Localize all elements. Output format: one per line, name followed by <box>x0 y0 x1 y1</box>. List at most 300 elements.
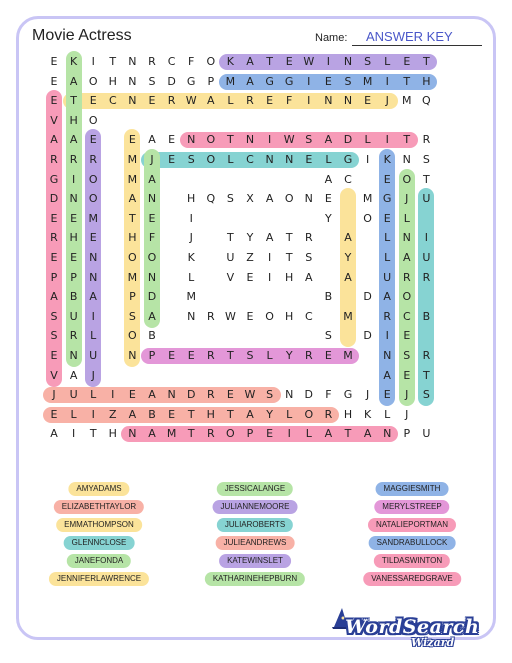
grid-letter: T <box>403 133 411 147</box>
grid-letter: C <box>344 172 352 186</box>
grid-letter: L <box>384 55 391 68</box>
grid-letter: H <box>206 407 215 421</box>
grid-letter: K <box>226 55 234 68</box>
grid-letter: P <box>129 290 136 304</box>
grid-letter: A <box>50 133 58 147</box>
grid-letter: T <box>109 55 117 68</box>
grid-letter: O <box>304 407 314 421</box>
grid-letter: O <box>402 290 412 304</box>
grid-letter: O <box>88 192 98 206</box>
grid-letter: I <box>71 427 76 441</box>
grid-letter: N <box>69 349 78 362</box>
grid-letter: T <box>403 74 411 88</box>
grid-letter: G <box>265 74 274 88</box>
grid-letter: E <box>89 231 97 245</box>
grid-letter: O <box>128 329 137 343</box>
grid-letter: U <box>422 251 431 264</box>
grid-letter: T <box>187 427 195 441</box>
grid-letter: E <box>50 211 58 225</box>
grid-letter: S <box>305 251 313 264</box>
grid-letter: U <box>69 309 78 323</box>
word-list-item: NATALIEPORTMAN <box>368 518 456 532</box>
grid-letter: E <box>305 153 313 166</box>
grid-letter: O <box>206 55 216 68</box>
grid-letter: L <box>70 407 77 421</box>
word-list-item: GLENNCLOSE <box>64 536 135 550</box>
grid-letter: A <box>246 55 254 68</box>
grid-letter: A <box>69 74 78 88</box>
grid-letter: E <box>128 133 136 147</box>
grid-letter: R <box>69 153 78 166</box>
grid-letter: E <box>50 94 58 108</box>
grid-letter: O <box>206 133 216 147</box>
grid-letter: K <box>383 153 391 166</box>
grid-letter: C <box>402 309 411 323</box>
grid-letter: L <box>227 153 234 166</box>
grid-letter: B <box>324 290 333 304</box>
grid-letter: I <box>385 133 389 147</box>
grid-letter: E <box>168 349 176 362</box>
logo-text: WordSearch <box>345 616 480 638</box>
grid-letter: S <box>403 349 411 362</box>
grid-letter: I <box>424 231 429 245</box>
word-list-item: JULIEANDREWS <box>216 536 295 550</box>
grid-letter: F <box>188 55 195 68</box>
grid-letter: I <box>385 329 389 343</box>
grid-letter: J <box>365 388 370 402</box>
grid-letter: P <box>207 74 215 88</box>
grid-letter: A <box>128 407 137 421</box>
grid-letter: L <box>364 133 371 147</box>
grid-letter: A <box>148 309 156 323</box>
grid-letter: N <box>343 94 353 108</box>
grid-letter: O <box>265 309 274 323</box>
grid-letter: K <box>187 251 195 264</box>
grid-letter: N <box>187 133 196 147</box>
grid-letter: C <box>304 309 313 323</box>
grid-letter: A <box>148 172 156 186</box>
grid-letter: A <box>344 270 352 284</box>
grid-letter: Y <box>285 349 293 362</box>
grid-letter: H <box>69 231 78 245</box>
word-list-item: KATHARINEHEPBURN <box>205 572 305 586</box>
grid-letter: E <box>50 74 58 88</box>
grid-letter: A <box>148 427 156 441</box>
logo-subtext: Wizard <box>411 636 455 649</box>
grid-letter: A <box>383 290 391 304</box>
grid-letter: A <box>265 192 274 206</box>
grid-letter: N <box>147 192 157 206</box>
grid-letter: N <box>128 55 137 68</box>
grid-letter: P <box>403 427 411 441</box>
grid-letter: X <box>246 192 254 206</box>
grid-letter: M <box>127 270 138 284</box>
word-list-item: MERYLSTREEP <box>374 500 449 514</box>
grid-letter: D <box>147 290 157 304</box>
grid-letter: J <box>405 407 409 421</box>
grid-letter: E <box>266 427 274 441</box>
grid-letter: E <box>168 153 176 166</box>
grid-letter: E <box>226 388 234 402</box>
grid-letter: Y <box>266 407 273 421</box>
grid-letter: G <box>284 74 294 88</box>
grid-letter: R <box>246 94 254 108</box>
grid-letter: T <box>423 368 430 382</box>
wordsearch-wizard-logo <box>333 612 480 652</box>
grid-letter: S <box>50 329 58 343</box>
grid-letter: A <box>265 231 274 245</box>
grid-letter: N <box>89 251 98 264</box>
grid-letter: P <box>70 270 77 284</box>
grid-letter: N <box>245 133 255 147</box>
grid-letter: L <box>188 270 195 284</box>
grid-letter: K <box>363 407 372 421</box>
grid-letter: I <box>189 211 193 225</box>
grid-letter: D <box>49 192 59 206</box>
grid-letter: S <box>422 388 430 402</box>
grid-letter: E <box>403 368 411 382</box>
grid-letter: E <box>246 309 254 323</box>
grid-letter: U <box>422 192 431 206</box>
word-list-item: AMYADAMS <box>68 482 129 496</box>
grid-letter: S <box>50 309 58 323</box>
grid-letter: A <box>403 251 411 264</box>
grid-letter: N <box>383 427 392 441</box>
grid-letter: R <box>148 55 156 68</box>
grid-letter: L <box>305 427 312 441</box>
grid-letter: E <box>324 74 332 88</box>
grid-letter: Y <box>325 211 332 225</box>
grid-letter: S <box>148 74 156 88</box>
grid-letter: N <box>128 349 137 362</box>
grid-letter: J <box>52 388 56 402</box>
grid-letter: S <box>344 74 352 88</box>
grid-letter: A <box>363 427 372 441</box>
grid-letter: W <box>303 55 315 68</box>
grid-letter: N <box>265 153 274 166</box>
grid-letter: C <box>246 153 254 166</box>
word-list-item: KATEWINSLET <box>219 554 291 568</box>
grid-letter: N <box>128 74 137 88</box>
grid-letter: H <box>187 192 196 206</box>
grid-letter: P <box>148 349 156 362</box>
grid-letter: J <box>150 153 154 166</box>
grid-letter: U <box>422 427 431 441</box>
grid-letter: Q <box>422 94 431 108</box>
grid-letter: W <box>185 94 197 108</box>
grid-letter: Q <box>206 192 216 206</box>
grid-letter: H <box>422 74 431 88</box>
grid-letter: V <box>226 270 235 284</box>
grid-letter: R <box>304 349 313 362</box>
grid-letter: D <box>167 74 176 88</box>
grid-letter: I <box>91 55 95 68</box>
grid-letter: E <box>70 211 78 225</box>
grid-letter: W <box>224 309 236 323</box>
grid-letter: E <box>383 172 391 186</box>
grid-letter: T <box>227 349 234 362</box>
grid-letter: N <box>304 192 313 206</box>
word-list-item: ELIZABETHTAYLOR <box>54 500 144 514</box>
grid-letter: R <box>324 407 333 421</box>
grid-letter: E <box>266 94 274 108</box>
grid-letter: I <box>267 133 272 147</box>
grid-letter: E <box>187 349 195 362</box>
grid-letter: N <box>285 388 294 402</box>
grid-letter: A <box>148 388 156 402</box>
grid-letter: A <box>69 368 78 382</box>
word-list-item: MAGGIESMITH <box>376 482 449 496</box>
grid-letter: C <box>167 55 176 68</box>
grid-letter: S <box>266 388 274 402</box>
grid-letter: O <box>284 192 294 206</box>
grid-letter: D <box>343 133 353 147</box>
grid-letter: O <box>88 74 98 88</box>
grid-letter: J <box>385 94 389 108</box>
grid-letter: E <box>89 94 97 108</box>
grid-letter: G <box>186 74 196 88</box>
grid-letter: I <box>71 172 76 186</box>
grid-letter: G <box>343 388 353 402</box>
grid-letter: P <box>246 427 254 441</box>
grid-letter: U <box>226 251 235 264</box>
grid-letter: R <box>304 231 313 245</box>
grid-letter: B <box>69 290 78 304</box>
grid-letter: N <box>128 427 137 441</box>
grid-letter: O <box>402 172 412 186</box>
grid-letter: J <box>405 192 409 206</box>
grid-letter: L <box>325 153 332 166</box>
grid-letter: I <box>326 55 331 68</box>
grid-letter: M <box>166 427 177 441</box>
grid-letter: M <box>127 153 138 166</box>
grid-letter: N <box>402 231 411 245</box>
grid-letter: A <box>246 74 254 88</box>
grid-letter: H <box>69 113 78 127</box>
grid-letter: O <box>206 153 216 166</box>
word-list-item: VANESSAREDGRAVE <box>363 572 461 586</box>
grid-letter: N <box>324 94 333 108</box>
grid-letter: F <box>148 231 156 245</box>
grid-letter: V <box>50 368 58 382</box>
grid-letter: S <box>187 153 195 166</box>
grid-letter: R <box>206 309 215 323</box>
grid-letter: O <box>226 427 235 441</box>
grid-letter: E <box>383 211 391 225</box>
grid-letter: E <box>364 94 372 108</box>
grid-letter: E <box>246 270 254 284</box>
grid-letter: O <box>128 251 137 264</box>
grid-letter: T <box>89 427 97 441</box>
grid-letter: W <box>244 388 256 402</box>
grid-letter: G <box>382 192 392 206</box>
grid-letter: A <box>246 407 254 421</box>
grid-letter: L <box>286 407 293 421</box>
grid-letter: A <box>207 94 215 108</box>
page-title: Movie Actress <box>32 27 132 44</box>
grid-letter: E <box>403 55 411 68</box>
grid-letter: R <box>383 309 392 323</box>
grid-letter: M <box>362 74 373 88</box>
grid-letter: C <box>108 94 117 108</box>
grid-letter: A <box>305 270 313 284</box>
grid-letter: M <box>127 172 138 186</box>
grid-letter: U <box>89 349 98 362</box>
grid-letter: Z <box>109 407 117 421</box>
grid-letter: D <box>186 388 196 402</box>
grid-letter: E <box>50 55 58 68</box>
grid-letter: T <box>227 231 234 245</box>
grid-letter: E <box>50 407 58 421</box>
grid-letter: N <box>167 388 176 402</box>
grid-letter: E <box>89 133 97 147</box>
grid-letter: S <box>246 349 254 362</box>
grid-letter: H <box>285 309 294 323</box>
grid-letter: O <box>88 172 98 186</box>
word-list-item: EMMATHOMPSON <box>56 518 142 532</box>
grid-letter: P <box>50 270 58 284</box>
word-list-item: JULIAROBERTS <box>217 518 293 532</box>
grid-letter: F <box>286 94 293 108</box>
word-list-item: JENNIFERLAWRENCE <box>49 572 149 586</box>
grid-letter: I <box>267 251 272 264</box>
grid-letter: N <box>383 349 392 362</box>
grid-letter: D <box>363 290 372 304</box>
grid-letter: U <box>383 270 392 284</box>
word-list-item: JANEFONDA <box>67 554 131 568</box>
grid-letter: S <box>305 133 313 147</box>
grid-letter: A <box>324 427 333 441</box>
grid-letter: R <box>69 329 78 343</box>
grid-letter: O <box>88 113 98 127</box>
grid-letter: A <box>50 427 58 441</box>
grid-letter: J <box>189 231 193 245</box>
grid-letter: M <box>88 211 98 225</box>
grid-letter: A <box>69 133 78 147</box>
grid-letter: L <box>384 407 391 421</box>
grid-letter: L <box>90 329 97 343</box>
grid-letter: E <box>285 55 293 68</box>
grid-letter: I <box>307 94 311 108</box>
grid-letter: S <box>324 329 332 343</box>
grid-letter: U <box>69 388 78 402</box>
grid-letter: H <box>108 74 117 88</box>
grid-letter: A <box>89 290 97 304</box>
grid-letter: N <box>128 94 137 108</box>
grid-letter: T <box>344 427 352 441</box>
grid-letter: T <box>423 55 430 68</box>
grid-letter: N <box>402 153 411 166</box>
grid-letter: E <box>50 349 58 362</box>
grid-letter: T <box>70 94 77 108</box>
grid-letter: I <box>385 74 389 88</box>
word-list-item: JULIANNEMOORE <box>213 500 298 514</box>
grid-letter: R <box>422 133 431 147</box>
grid-letter: R <box>422 349 431 362</box>
grid-letter: R <box>50 231 58 245</box>
grid-letter: M <box>402 94 412 108</box>
grid-letter: L <box>384 251 391 264</box>
grid-letter: G <box>49 172 59 186</box>
grid-letter: V <box>50 113 58 127</box>
grid-letter: E <box>148 94 156 108</box>
grid-letter: L <box>403 211 410 225</box>
grid-letter: R <box>50 153 58 166</box>
grid-letter: Y <box>344 251 352 264</box>
grid-letter: H <box>343 407 353 421</box>
grid-letter: L <box>384 231 391 245</box>
grid-letter: O <box>147 251 157 264</box>
grid-letter: S <box>422 153 430 166</box>
grid-letter: I <box>307 74 311 88</box>
grid-letter: L <box>266 349 273 362</box>
grid-letter: A <box>324 133 333 147</box>
grid-letter: R <box>206 427 215 441</box>
grid-letter: G <box>343 153 353 166</box>
grid-letter: N <box>187 309 196 323</box>
grid-letter: E <box>324 192 332 206</box>
grid-letter: M <box>186 290 196 304</box>
grid-letter: Y <box>246 231 254 245</box>
grid-letter: T <box>187 407 195 421</box>
grid-letter: N <box>285 153 294 166</box>
grid-letter: M <box>343 309 353 323</box>
grid-letter: A <box>148 133 156 147</box>
grid-letter: E <box>168 407 176 421</box>
grid-letter: R <box>422 270 431 284</box>
grid-letter: T <box>423 172 430 186</box>
grid-letter: A <box>50 290 58 304</box>
grid-letter: E <box>128 388 136 402</box>
grid-letter: W <box>283 133 295 147</box>
grid-letter: T <box>227 133 234 147</box>
grid-letter: M <box>225 74 236 88</box>
grid-letter: A <box>383 368 391 382</box>
grid-letter: E <box>403 329 411 343</box>
name-field[interactable]: ANSWER KEY <box>352 29 482 46</box>
grid-letter: E <box>50 251 58 264</box>
grid-letter: E <box>324 349 332 362</box>
grid-letter: R <box>402 270 411 284</box>
grid-letter: D <box>363 329 372 343</box>
grid-letter: I <box>267 270 272 284</box>
grid-letter: E <box>168 133 176 147</box>
grid-letter: M <box>362 192 373 206</box>
grid-letter: J <box>405 388 409 402</box>
name-label: Name: <box>315 32 348 44</box>
grid-letter: B <box>148 407 156 421</box>
grid-letter: N <box>69 192 78 206</box>
grid-letter: R <box>206 388 215 402</box>
grid-letter: I <box>365 153 370 166</box>
grid-letter: S <box>128 309 136 323</box>
grid-letter: F <box>325 388 332 402</box>
grid-letter: T <box>129 211 136 225</box>
grid-letter: A <box>344 231 352 245</box>
grid-letter: K <box>69 55 78 68</box>
grid-letter: T <box>285 231 293 245</box>
grid-letter: M <box>343 349 353 362</box>
grid-letter: R <box>89 153 98 166</box>
grid-letter: L <box>227 94 234 108</box>
word-list-item: TILDASWINTON <box>374 554 450 568</box>
grid-letter: N <box>147 270 157 284</box>
grid-letter: H <box>108 427 117 441</box>
grid-letter: R <box>206 349 215 362</box>
grid-letter: S <box>226 192 234 206</box>
grid-letter: H <box>285 270 294 284</box>
grid-letter: L <box>90 388 97 402</box>
